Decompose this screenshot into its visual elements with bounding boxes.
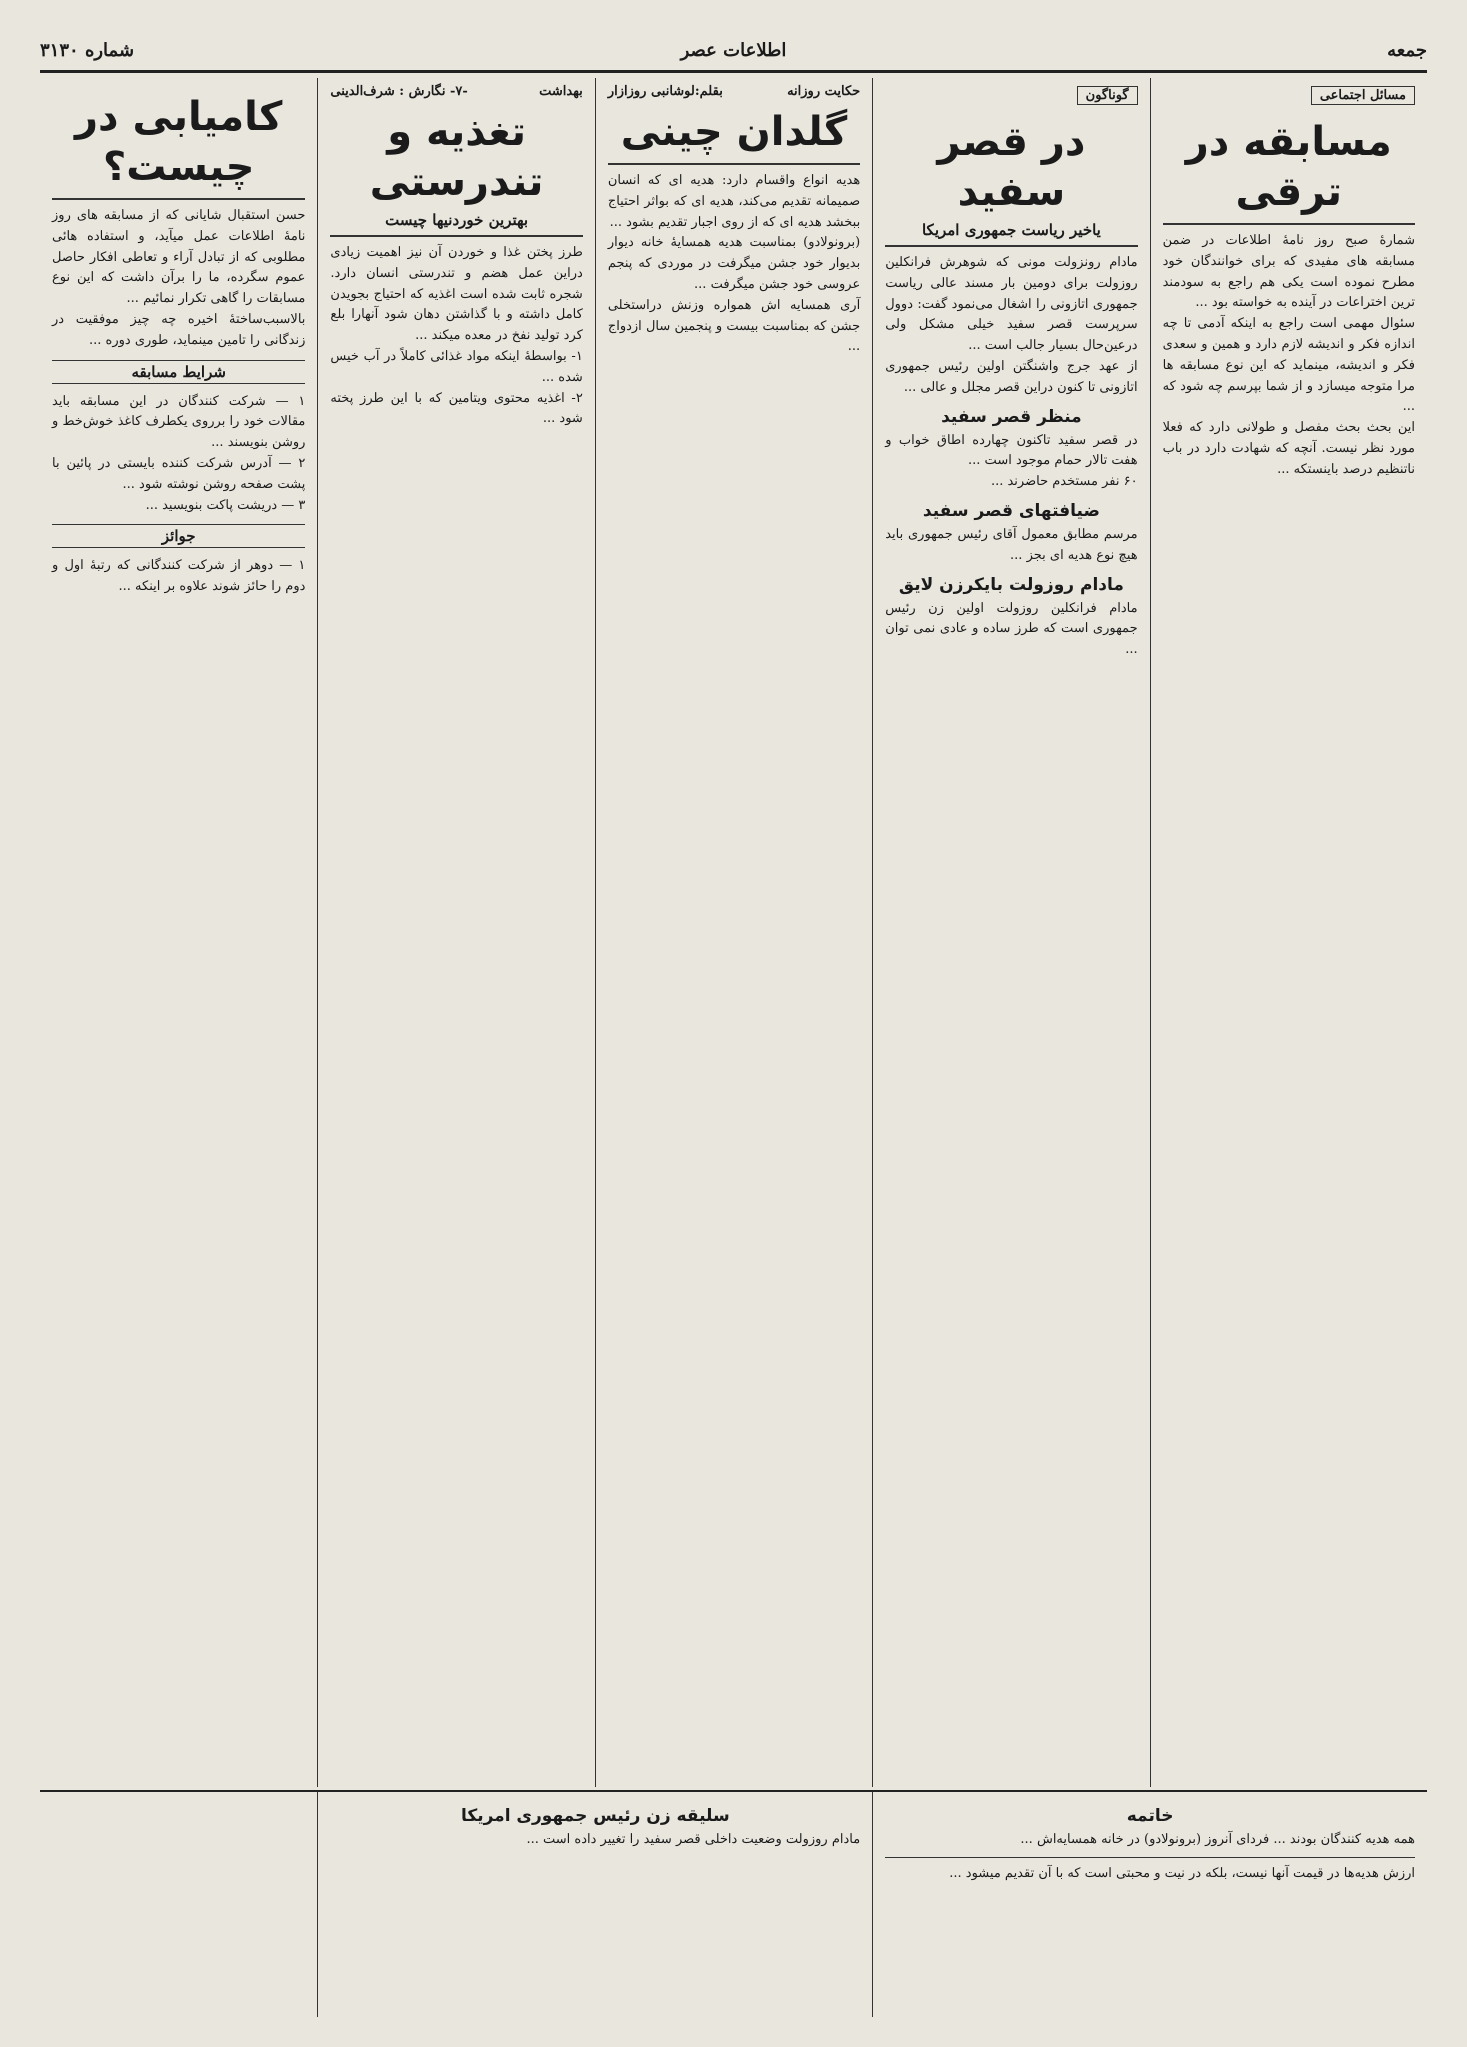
article-progress-body: شمارهٔ صبح روز نامهٔ اطلاعات در ضمن مسابقه های مفیدی که برای خوانندگان خود مطرح نموده است یکی هم راجع به سودمند ترین اختراعات در آینده به خواسته بود ... سئوال مهمی است راجع به اینکه آدمی تا چه اندازه فکر و اندیشه لازم دارد و همین و سعدی فکر و اندیشه، مینماید که این نوع مسابقه ها مرا متوجه میسازد و از شما بپرسم چه شود که ... این بحث بحث مفصل و طولانی دارد که فعلا مورد نظر نیست. آنچه که شهادت دارد در باب ناتنظیم درصد باینستکه ... — [1162, 233, 1415, 477]
subhead-white-house: یاخیر ریاست جمهوری امریکا — [921, 221, 1101, 239]
divider — [52, 198, 305, 200]
section-title-mrs-roosevelt: مادام روزولت بایکرزن لایق — [898, 574, 1124, 595]
masthead-issue: شماره ۳۱۳۰ — [40, 39, 135, 61]
subhead-nutrition: بهترین خوردنیها چیست — [385, 211, 529, 229]
section-body-rules: ۱ — شرکت کنندگان در این مسابقه باید مقالات خود را برروی یکطرف کاغذ خوش‌خط و روشن بنویسند ... ۲ — آدرس شرکت کننده بایستی در پائین با پشت صفحه روشن نوشته شود ... ۳ — دریشت پاکت بنویسید ... — [52, 393, 306, 513]
headline-success: کامیابی در چیست؟ — [75, 94, 283, 190]
article-chinese-vase-body: هدیه انواع واقسام دارد: هدیه ای که انسان صمیمانه تقدیم می‌کند، هدیه ای که بواثر احتیاج ببخشد هدیه ای که از روی اجبار تقدیم بشود ... (برونولادو) بمناسبت هدیه همسایهٔ خانه دیوار بدیوار خود جشن میگرفت در موردی که پنجم عروسی خود جشن میگرفت ... آری همسایه اش همواره وزنش دراستخلی جشن که بمناسبت بیست و پنجمین سال ازدواج ... — [607, 173, 861, 355]
headline-white-house: در قصر سفید — [937, 119, 1086, 215]
masthead-title: اطلاعات عصر — [680, 39, 787, 61]
divider — [330, 235, 582, 237]
section-body-view: در قصر سفید تاکنون چهارده اطاق خواب و هفت تالار حمام موجود است ... ۶۰ نفر مستخدم حاضرند ... — [885, 432, 1138, 490]
section-title-prizes: جوائز — [52, 524, 305, 548]
kicker-health-row — [330, 84, 582, 99]
column-chinese-vase — [595, 78, 872, 1787]
band-cell-story-end — [872, 1792, 1427, 2017]
section-body-gift-value: ارزش هدیه‌ها در قیمت آنها نیست، بلکه در نیت و محبتی است که با آن تقدیم میشود ... — [949, 1865, 1415, 1881]
kicker-misc: گوناگون — [1077, 86, 1138, 105]
section-title-banquets: ضیافتهای قصر سفید — [922, 500, 1100, 521]
headline-nutrition: تغذیه و تندرستی — [369, 109, 544, 205]
masthead-day: جمعه — [1387, 39, 1427, 61]
article-white-house-body: مادام رونزولت مونی که شوهرش فرانکلین روزولت برای دومین بار مسند عالی ریاست جمهوری اتازونی را اشغال می‌نمود گفت: دوول سرپرست قصر سفید خیلی مشکل ولی درعین‌حال بسیار جالب است ... از عهد جرج واشنگتن اولین رئیس جمهوری اتازونی تا کنون دراین قصر مجلل و عالی ... — [885, 255, 1138, 395]
article-success-body: حسن استقبال شایانی که از مسابقه های روز نامهٔ اطلاعات عمل میآید، و استفاده هائی مطلوبی که از تبادل آراء و تعاطی افکار حاصل عموم سگرده، ما را برآن داشت که این نوع مسابقات را گاهی تکرار نمائیم ... بالاسبب‌ساختهٔ اخیره چه چیز موفقیت در زندگانی را تامین مینماید، طوری دوره ... — [52, 208, 306, 348]
column-white-house — [872, 78, 1149, 1787]
masthead — [40, 30, 1427, 73]
section-body-mrs-roosevelt: مادام فرانکلین روزولت اولین زن رئیس جمهوری است که طرز ساده و عادی نمی توان ... — [885, 600, 1138, 658]
section-title-view: منظر قصر سفید — [941, 406, 1082, 427]
article-nutrition-body: طرز پختن غذا و خوردن آن نیز اهمیت زیادی دراین عمل هضم و تندرستی انسان دارد. شجره ثابت شده است اغذیه که احتیاج بجویدن کامل داشته و با گذاشتن دهان شود آنهارا بلع کرد تولید نفخ در معده میکند ... ۱- بواسطهٔ اینکه مواد غذائی کاملاً در آب خیس شده ... ۲- اغذیه محتوی ویتامین که با این طرز پخته شود ... — [330, 245, 583, 427]
columns — [40, 78, 1427, 1787]
divider — [885, 1857, 1415, 1858]
band-cell-first-lady — [317, 1792, 872, 2017]
kicker-story-row — [608, 84, 860, 99]
headline-progress: مسابقه در ترقی — [1185, 119, 1392, 215]
section-title-first-lady: سلیقه زن رئیس جمهوری امریکا — [460, 1806, 730, 1826]
section-body-prizes: ۱ — دوهر از شرکت کنندگانی که رتبهٔ اول و دوم را حائز شوند علاوه بر اینکه ... — [52, 558, 306, 595]
divider — [608, 163, 860, 165]
band-cell-spacer — [40, 1792, 317, 2017]
kicker-health-author: -۷- نگارش : شرف‌الدینی — [330, 84, 468, 99]
kicker-social: مسائل اجتماعی — [1311, 86, 1415, 105]
divider — [1163, 223, 1415, 225]
column-success — [40, 78, 317, 1787]
section-body-first-lady: مادام روزولت وضعیت داخلی قصر سفید را تغییر داده است ... — [526, 1832, 861, 1847]
section-body-ending: همه هدیه کنندگان بودند ... فردای آنروز (برونولادو) در خانه همسایه‌اش ... — [1020, 1832, 1415, 1847]
column-social-issues — [1150, 78, 1427, 1787]
kicker-health: بهداشت — [539, 84, 583, 99]
headline-chinese-vase: گلدان چینی — [620, 109, 848, 155]
section-title-ending: خاتمه — [1126, 1806, 1174, 1826]
column-health — [317, 78, 594, 1787]
kicker-author: بقلم:لوشانبی روزازار — [607, 84, 723, 99]
divider — [885, 245, 1137, 247]
bottom-band — [40, 1790, 1427, 2017]
kicker-daily-story: حکایت روزانه — [787, 84, 861, 99]
section-body-banquets: مرسم مطابق معمول آقای رئیس جمهوری باید هیچ نوع هدیه ای بجز ... — [885, 526, 1138, 563]
section-title-rules: شرایط مسابقه — [52, 360, 305, 384]
